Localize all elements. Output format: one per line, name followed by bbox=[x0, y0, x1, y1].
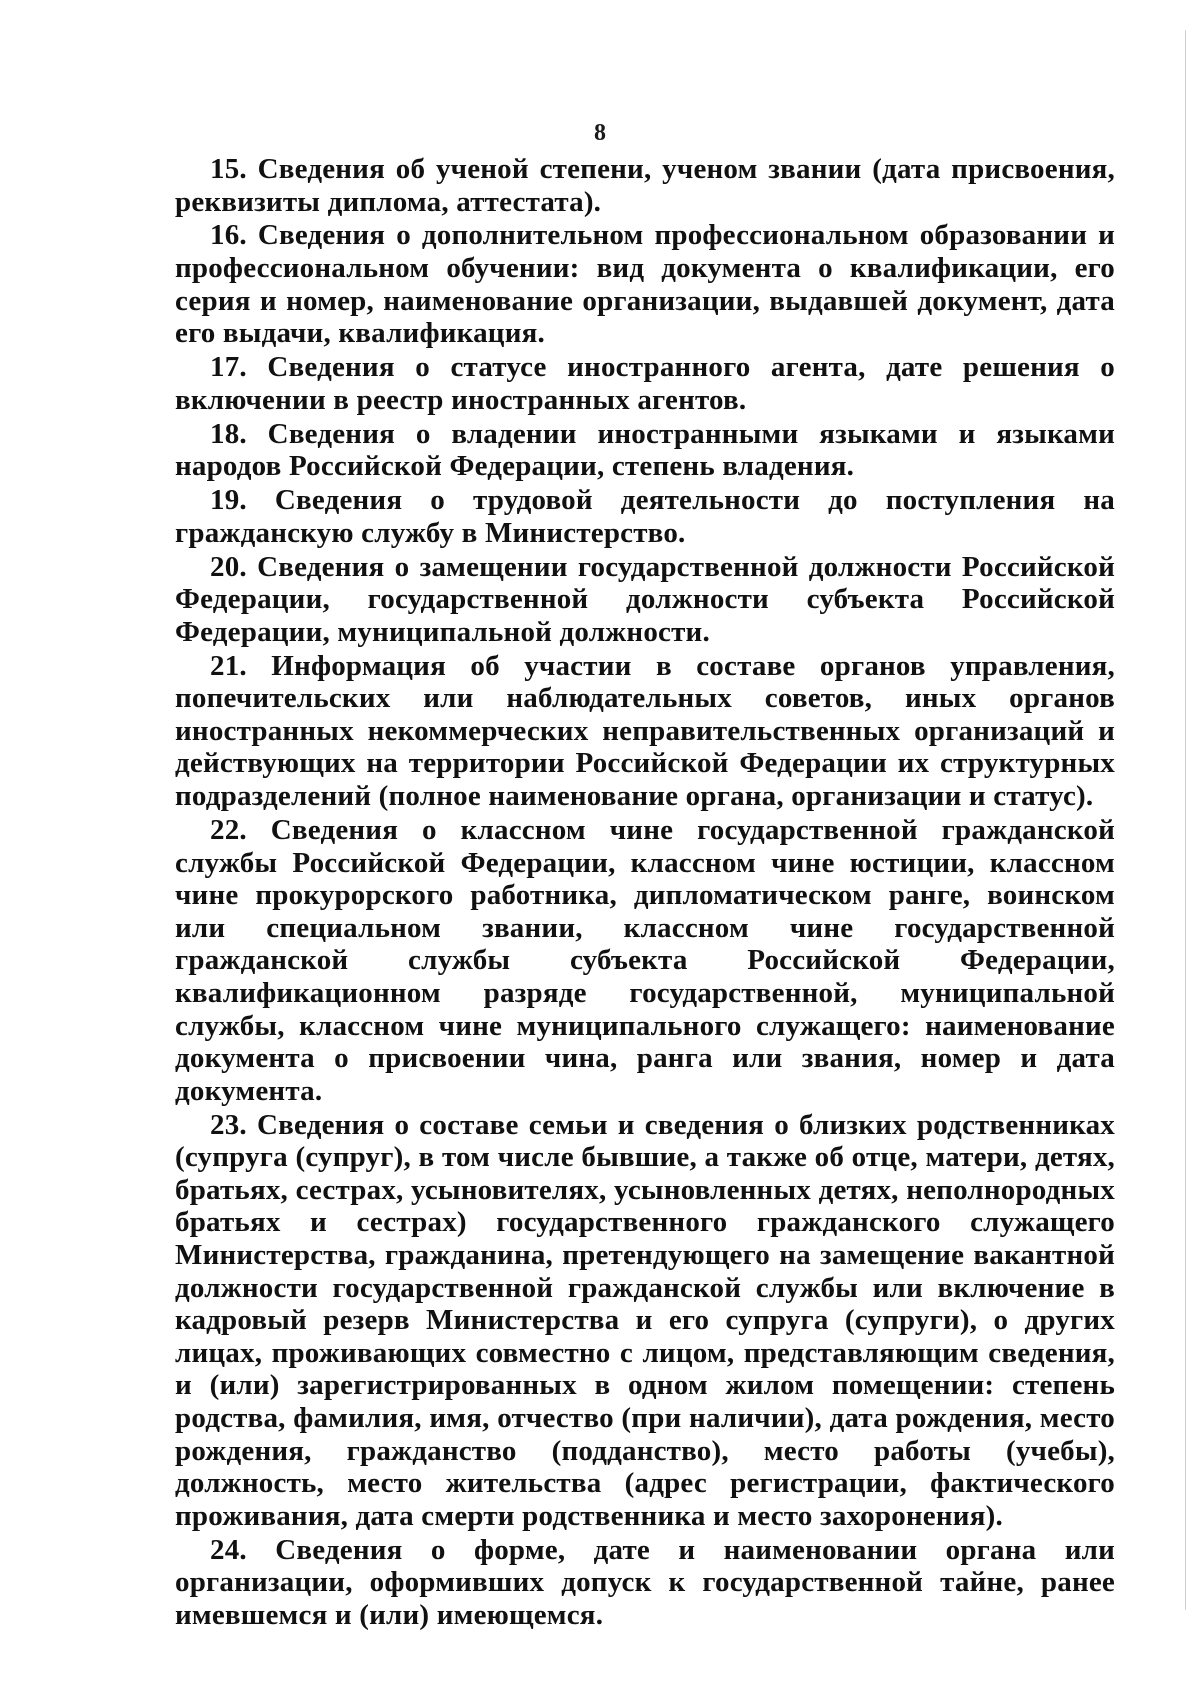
item-number: 19. bbox=[210, 484, 247, 517]
item-text: Сведения об ученой степени, ученом звании (дата присвоения, реквизиты диплома, аттестата). bbox=[175, 153, 1115, 218]
item-text: Сведения о форме, дате и наименовании органа или организации, оформивших допуск к государственной тайне, ранее имевшемся и (или) имеющемся. bbox=[175, 1533, 1116, 1631]
list-item-21 bbox=[175, 650, 1115, 813]
list-item-19 bbox=[175, 484, 1115, 549]
list-item-24 bbox=[175, 1534, 1115, 1632]
item-number: 15. bbox=[210, 153, 247, 185]
item-text: Сведения о статусе иностранного агента, дате решения о включении в реестр иностранных агентов. bbox=[175, 351, 1115, 416]
item-text: Сведения о трудовой деятельности до поступления на гражданскую службу в Министерство. bbox=[175, 484, 1115, 549]
list-item-18 bbox=[175, 418, 1115, 483]
list-item-22 bbox=[175, 814, 1115, 1107]
item-number: 17. bbox=[210, 351, 247, 384]
item-number: 18. bbox=[210, 417, 247, 450]
item-number: 20. bbox=[210, 550, 247, 583]
item-number: 21. bbox=[210, 649, 247, 682]
item-text: Информация об участии в составе органов управления, попечительских или наблюдательных советов, иных органов иностранных некоммерческих неправительственных организаций и действующих на территории Российской Федерации их структурных подразделений (полное наименование органа, организации и статус). bbox=[175, 649, 1116, 813]
item-text: Сведения о классном чине государственной гражданской службы Российской Федерации, классном чине юстиции, классном чине прокурорского работника, дипломатическом ранге, воинском или специальном звании, классном чине государственной гражданской службы субъекта Российской Федерации, квалификационном разряде государственной, муниципальной службы, классном чине муниципального служащего: наименование документа о присвоении чина, ранга или звания, номер и дата документа. bbox=[175, 813, 1115, 1107]
item-text: Сведения о дополнительном профессиональном образовании и профессиональном обучении: вид документа о квалификации, его серия и номер, наименование организации, выдавшей документ, дата его выдачи, квалификация. bbox=[175, 219, 1115, 350]
document-body bbox=[175, 153, 1115, 1633]
list-item-20 bbox=[175, 551, 1115, 649]
page-number: 8 bbox=[594, 120, 606, 146]
scan-edge-line bbox=[1185, 30, 1186, 1610]
list-item-23 bbox=[175, 1109, 1115, 1533]
item-text: Сведения о составе семьи и сведения о близких родственниках (супруга (супруг), в том числе бывшие, а также об отце, матери, детях, братьях, сестрах, усыновителях, усыновленных детях, неполнородных братьях и сестрах) государственного гражданского служащего Министерства, гражданина, претендующего на замещение вакантной должности государственной гражданской службы или включение в кадровый резерв Министерства и его супруга (супруги), о других лицах, проживающих совместно с лицом, представляющим сведения, и (или) зарегистрированных в одном жилом помещении: степень родства, фамилия, имя, отчество (при наличии), дата рождения, место рождения, гражданство (подданство), место работы (учебы), должность, место жительства (адрес регистрации, фактического проживания, дата смерти родственника и место захоронения). bbox=[175, 1108, 1116, 1532]
list-item-16 bbox=[175, 219, 1115, 349]
item-text: Сведения о замещении государственной должности Российской Федерации, государственной должности субъекта Российской Федерации, муниципальной должности. bbox=[175, 550, 1115, 648]
list-item-17 bbox=[175, 351, 1115, 416]
item-number: 16. bbox=[210, 219, 247, 252]
item-number: 24. bbox=[210, 1533, 247, 1566]
list-item-15 bbox=[175, 153, 1115, 218]
item-text: Сведения о владении иностранными языками и языками народов Российской Федерации, степень владения. bbox=[175, 417, 1115, 483]
item-number: 22. bbox=[210, 813, 247, 846]
item-number: 23. bbox=[210, 1108, 247, 1141]
